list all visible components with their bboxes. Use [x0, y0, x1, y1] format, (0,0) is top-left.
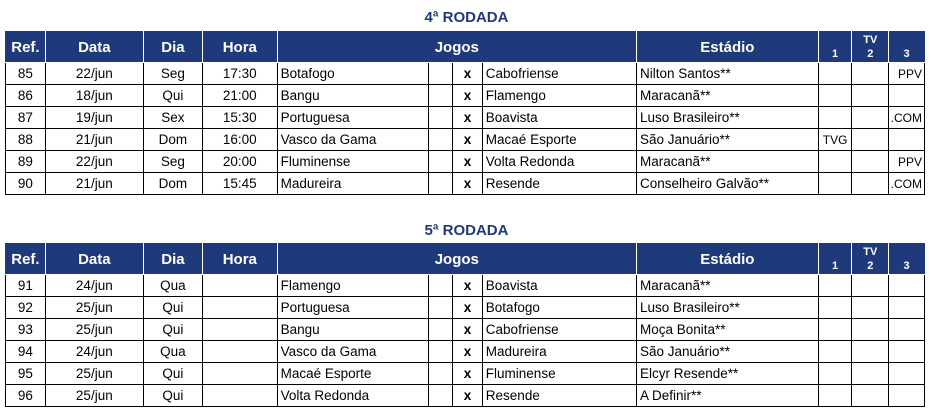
cell-versus: x — [453, 319, 483, 341]
cell-dia: Qui — [143, 319, 202, 341]
cell-tv-1 — [818, 363, 852, 385]
cell-home-team: Vasco da Gama — [277, 129, 428, 151]
cell-tv-2 — [852, 151, 889, 173]
cell-tv-3 — [889, 385, 925, 407]
cell-versus: x — [453, 363, 483, 385]
cell-tv-1 — [818, 173, 852, 195]
cell-tv-2 — [852, 297, 889, 319]
cell-estadio: Conselheiro Galvão** — [636, 173, 818, 195]
cell-dia: Qua — [143, 341, 202, 363]
cell-dia: Qua — [143, 275, 202, 297]
cell-data: 22/jun — [45, 151, 143, 173]
cell-versus: x — [453, 107, 483, 129]
col-jogos: Jogos — [277, 244, 636, 275]
cell-tv-3 — [889, 275, 925, 297]
cell-estadio: São Januário** — [636, 129, 818, 151]
table-header — [6, 244, 925, 275]
cell-spacer — [428, 129, 453, 151]
cell-home-team: Bangu — [277, 319, 428, 341]
cell-home-team: Volta Redonda — [277, 385, 428, 407]
cell-tv-2 — [852, 275, 889, 297]
cell-away-team: Volta Redonda — [482, 151, 636, 173]
table-row — [6, 85, 925, 107]
cell-tv-3 — [889, 341, 925, 363]
cell-dia: Dom — [143, 173, 202, 195]
tv-1-label: 1 — [832, 48, 839, 60]
cell-data: 22/jun — [45, 63, 143, 85]
cell-dia: Qui — [143, 85, 202, 107]
cell-hora — [203, 385, 278, 407]
cell-ref: 93 — [6, 319, 46, 341]
col-estadio: Estádio — [636, 244, 818, 275]
cell-away-team: Fluminense — [482, 363, 636, 385]
cell-home-team: Flamengo — [277, 275, 428, 297]
cell-ref: 96 — [6, 385, 46, 407]
cell-dia: Seg — [143, 63, 202, 85]
cell-tv-2 — [852, 363, 889, 385]
cell-home-team: Madureira — [277, 173, 428, 195]
cell-data: 19/jun — [45, 107, 143, 129]
cell-tv-3 — [889, 297, 925, 319]
table-row — [6, 363, 925, 385]
cell-spacer — [428, 341, 453, 363]
cell-data: 25/jun — [45, 385, 143, 407]
cell-tv-1 — [818, 63, 852, 85]
tv-1-label: 1 — [832, 260, 839, 272]
cell-tv-2 — [852, 385, 889, 407]
cell-tv-1 — [818, 341, 852, 363]
cell-home-team: Botafogo — [277, 63, 428, 85]
cell-home-team: Portuguesa — [277, 107, 428, 129]
cell-tv-2 — [852, 85, 889, 107]
tv-label: TV — [863, 246, 878, 258]
cell-tv-1 — [818, 151, 852, 173]
cell-home-team: Vasco da Gama — [277, 341, 428, 363]
col-tv-3 — [889, 244, 925, 275]
cell-estadio: Luso Brasileiro** — [636, 107, 818, 129]
cell-hora — [203, 297, 278, 319]
col-tv-1 — [818, 32, 852, 63]
table-row — [6, 341, 925, 363]
round-4-title: 4ª RODADA — [424, 9, 509, 26]
cell-estadio: São Januário** — [636, 341, 818, 363]
col-tv-2 — [852, 32, 889, 63]
col-jogos: Jogos — [277, 32, 636, 63]
cell-away-team: Macaé Esporte — [482, 129, 636, 151]
cell-hora: 17:30 — [203, 63, 278, 85]
cell-tv-1 — [818, 107, 852, 129]
cell-tv-1: TVG — [818, 129, 852, 151]
cell-spacer — [428, 151, 453, 173]
cell-data: 25/jun — [45, 363, 143, 385]
cell-tv-2 — [852, 173, 889, 195]
cell-tv-3 — [889, 129, 925, 151]
cell-data: 18/jun — [45, 85, 143, 107]
cell-tv-2 — [852, 129, 889, 151]
cell-ref: 91 — [6, 275, 46, 297]
cell-away-team: Resende — [482, 385, 636, 407]
round-4-table — [5, 31, 925, 195]
cell-away-team: Madureira — [482, 341, 636, 363]
cell-tv-2 — [852, 107, 889, 129]
round-5-table — [5, 243, 925, 407]
cell-tv-2 — [852, 341, 889, 363]
cell-versus: x — [453, 173, 483, 195]
cell-away-team: Flamengo — [482, 85, 636, 107]
table-row — [6, 385, 925, 407]
cell-ref: 92 — [6, 297, 46, 319]
table-row — [6, 107, 925, 129]
cell-estadio: Maracanã** — [636, 151, 818, 173]
tv-2-label: 2 — [867, 48, 874, 60]
col-data: Data — [45, 32, 143, 63]
col-tv-2 — [852, 244, 889, 275]
cell-versus: x — [453, 151, 483, 173]
col-tv-3 — [889, 32, 925, 63]
col-dia: Dia — [143, 32, 202, 63]
cell-ref: 87 — [6, 107, 46, 129]
cell-away-team: Botafogo — [482, 297, 636, 319]
cell-tv-2 — [852, 319, 889, 341]
col-dia: Dia — [143, 244, 202, 275]
col-ref: Ref. — [6, 32, 46, 63]
cell-tv-3 — [889, 319, 925, 341]
cell-estadio: Maracanã** — [636, 275, 818, 297]
tv-2-label: 2 — [867, 260, 874, 272]
cell-ref: 85 — [6, 63, 46, 85]
cell-tv-3 — [889, 363, 925, 385]
cell-versus: x — [453, 297, 483, 319]
cell-spacer — [428, 363, 453, 385]
cell-versus: x — [453, 385, 483, 407]
table-row — [6, 151, 925, 173]
tv-3-label: 3 — [903, 260, 910, 272]
cell-hora: 21:00 — [203, 85, 278, 107]
cell-versus: x — [453, 85, 483, 107]
col-estadio: Estádio — [636, 32, 818, 63]
cell-away-team: Boavista — [482, 275, 636, 297]
cell-ref: 88 — [6, 129, 46, 151]
cell-dia: Qui — [143, 297, 202, 319]
cell-dia: Qui — [143, 363, 202, 385]
cell-hora — [203, 341, 278, 363]
round-5-title: 5ª RODADA — [424, 222, 509, 239]
cell-tv-1 — [818, 385, 852, 407]
col-hora: Hora — [203, 32, 278, 63]
table-row — [6, 275, 925, 297]
cell-tv-1 — [818, 85, 852, 107]
cell-dia: Sex — [143, 107, 202, 129]
cell-tv-3: PPV — [889, 151, 925, 173]
cell-versus: x — [453, 129, 483, 151]
cell-home-team: Macaé Esporte — [277, 363, 428, 385]
table-row — [6, 319, 925, 341]
cell-hora: 15:30 — [203, 107, 278, 129]
cell-hora: 20:00 — [203, 151, 278, 173]
cell-away-team: Boavista — [482, 107, 636, 129]
cell-spacer — [428, 85, 453, 107]
cell-away-team: Cabofriense — [482, 319, 636, 341]
table-header — [6, 32, 925, 63]
cell-data: 24/jun — [45, 275, 143, 297]
col-ref: Ref. — [6, 244, 46, 275]
cell-hora — [203, 363, 278, 385]
cell-estadio: Elcyr Resende** — [636, 363, 818, 385]
cell-versus: x — [453, 63, 483, 85]
table-row — [6, 129, 925, 151]
cell-dia: Qui — [143, 385, 202, 407]
col-tv-1 — [818, 244, 852, 275]
cell-tv-1 — [818, 319, 852, 341]
cell-hora — [203, 319, 278, 341]
cell-hora: 16:00 — [203, 129, 278, 151]
cell-tv-3: .COM — [889, 107, 925, 129]
cell-spacer — [428, 319, 453, 341]
cell-estadio: Moça Bonita** — [636, 319, 818, 341]
cell-ref: 90 — [6, 173, 46, 195]
cell-home-team: Portuguesa — [277, 297, 428, 319]
cell-away-team: Resende — [482, 173, 636, 195]
cell-spacer — [428, 63, 453, 85]
table-row — [6, 173, 925, 195]
cell-spacer — [428, 107, 453, 129]
cell-estadio: Luso Brasileiro** — [636, 297, 818, 319]
table-row — [6, 63, 925, 85]
cell-tv-3 — [889, 85, 925, 107]
cell-tv-1 — [818, 297, 852, 319]
cell-dia: Seg — [143, 151, 202, 173]
cell-home-team: Fluminense — [277, 151, 428, 173]
table-row — [6, 297, 925, 319]
cell-data: 21/jun — [45, 129, 143, 151]
cell-ref: 94 — [6, 341, 46, 363]
cell-spacer — [428, 173, 453, 195]
cell-ref: 95 — [6, 363, 46, 385]
cell-versus: x — [453, 341, 483, 363]
cell-spacer — [428, 297, 453, 319]
col-data: Data — [45, 244, 143, 275]
cell-dia: Dom — [143, 129, 202, 151]
cell-data: 25/jun — [45, 319, 143, 341]
cell-home-team: Bangu — [277, 85, 428, 107]
cell-data: 24/jun — [45, 341, 143, 363]
cell-estadio: A Definir** — [636, 385, 818, 407]
cell-data: 25/jun — [45, 297, 143, 319]
cell-tv-3: .COM — [889, 173, 925, 195]
cell-data: 21/jun — [45, 173, 143, 195]
cell-hora — [203, 275, 278, 297]
cell-hora: 15:45 — [203, 173, 278, 195]
cell-tv-1 — [818, 275, 852, 297]
cell-estadio: Nilton Santos** — [636, 63, 818, 85]
cell-tv-3: PPV — [889, 63, 925, 85]
tv-label: TV — [863, 34, 878, 46]
cell-spacer — [428, 385, 453, 407]
cell-versus: x — [453, 275, 483, 297]
cell-tv-2 — [852, 63, 889, 85]
cell-ref: 86 — [6, 85, 46, 107]
cell-spacer — [428, 275, 453, 297]
tv-3-label: 3 — [903, 48, 910, 60]
cell-estadio: Maracanã** — [636, 85, 818, 107]
cell-ref: 89 — [6, 151, 46, 173]
col-hora: Hora — [203, 244, 278, 275]
cell-away-team: Cabofriense — [482, 63, 636, 85]
